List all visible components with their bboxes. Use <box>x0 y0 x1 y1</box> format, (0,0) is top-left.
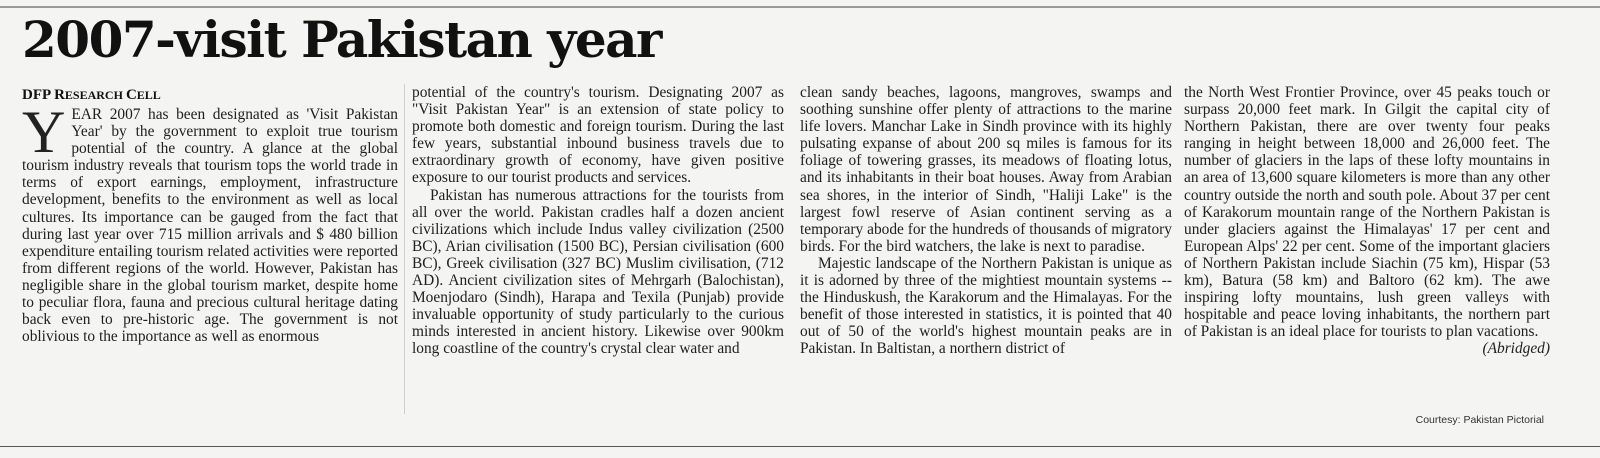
article-column-3 <box>800 84 1172 358</box>
column-3-paragraph-2: Majestic landscape of the Northern Pakistan is unique as it is adorned by three of the mightiest mountain systems -- the Hinduskush, the Karakorum and the Himalayas. For the benefit of those interested in statistics, it is pointed that 40 out of 50 of the world's highest mountain peaks are in Pakistan. In Baltistan, a northern district of <box>800 254 1172 358</box>
column-1-text: EAR 2007 has been designated as 'Visit Pakistan Year' by the government to exploit true tourism potential of the country. A glance at the global tourism industry reveals that tourism tops the world trade in terms of export earnings, employment, infrastructure development, benefits to the environment as well as local cultures. Its importance can be gauged from the fact that during last year over 715 million arrivals and $ 480 billion expenditure entailing tourism related activities were reported from different regions of the world. However, Pakistan has negligible share in the global tourism market, despite home to peculiar flora, fauna and precious cultural heritage dating back even to pre-historic age. The government is not oblivious to the importance as well as enormous <box>22 106 398 346</box>
column-4-paragraph-1 <box>1184 84 1550 358</box>
byline-text: DFP R <box>22 87 65 103</box>
byline-smallcaps-2: ELL <box>136 88 161 102</box>
column-2-paragraph-2: Pakistan has numerous attractions for the tourists from all over the world. Pakistan cradles half a dozen ancient civilizations which include Indus valley civilization (2500 BC), Arian civilisation (1500 BC), Persian civilisation (600 BC), Greek civilisation (327 BC) Muslim civilisation, (712 AD). Ancient civilization sites of Mehrgarh (Balochistan), Moenjodaro (Sindh), Harapa and Texila (Punjab) provide invaluable opportunity of study particularly to the curious minds interested in ancient history. Likewise over 900km long coastline of the country's crystal clear water and <box>412 186 784 358</box>
column-4-text: the North West Frontier Province, over 45 peaks touch or surpass 20,000 feet mark. In Gilgit the capital city of Northern Pakistan, there are over twenty four peaks ranging in height between 18,000 and 26,000 feet. The number of glaciers in the laps of these lofty mountains in an area of 13,600 square kilometers is more than any other country outside the north and south pole. About 37 per cent of Karakorum mountain range of the Northern Pakistan is under glaciers against the Himalayas' 17 per cent and European Alps' 22 per cent. Some of the important glaciers of Northern Pakistan include Siachin (75 km), Hispar (53 km), Batura (58 km) and Baltoro (62 km). The awe inspiring lofty mountains, lush green valleys with hospitable and peace loving inhabitants, the northern part of Pakistan is an ideal place for tourists to plan vacations. <box>1184 84 1550 341</box>
column-divider <box>404 84 405 414</box>
byline-smallcaps-1: ESEARCH <box>64 88 126 102</box>
top-rule <box>0 6 1600 8</box>
article-column-2 <box>412 84 784 358</box>
article-column-4 <box>1184 84 1550 358</box>
drop-cap: Y <box>22 99 66 165</box>
article-headline: 2007-visit Pakistan year <box>22 10 661 69</box>
article-column-1 <box>22 99 398 346</box>
bottom-rule <box>0 446 1600 447</box>
column-2-paragraph-1: potential of the country's tourism. Designating 2007 as "Visit Pakistan Year" is an extension of state policy to promote both domestic and foreign tourism. During the last few years, substantial inbound business travels due to extraordinary growth of economy, have given positive exposure to our tourist products and services. <box>412 84 784 187</box>
photo-courtesy-credit: Courtesy: Pakistan Pictorial <box>1415 414 1544 426</box>
byline-cap-2: C <box>125 87 137 103</box>
abridged-note: (Abridged) <box>1482 340 1550 358</box>
column-1-paragraph-1 <box>22 99 398 346</box>
column-3-paragraph-1: clean sandy beaches, lagoons, mangroves, swamps and soothing sunshine offer plenty of attractions to the marine life lovers. Manchar Lake in Sindh province with its highly pulsating expanse of about 200 sq miles is famous for its foliage of towering grasses, its meadows of floating lotus, and its inhabitants in their boat houses. Away from Arabian sea shores, in the interior of Sindh, "Haliji Lake" is the largest fowl reserve of Asian continent serving as a temporary abode for the hundreds of thousands of migratory birds. For the bird watchers, the lake is next to paradise. <box>800 84 1172 255</box>
